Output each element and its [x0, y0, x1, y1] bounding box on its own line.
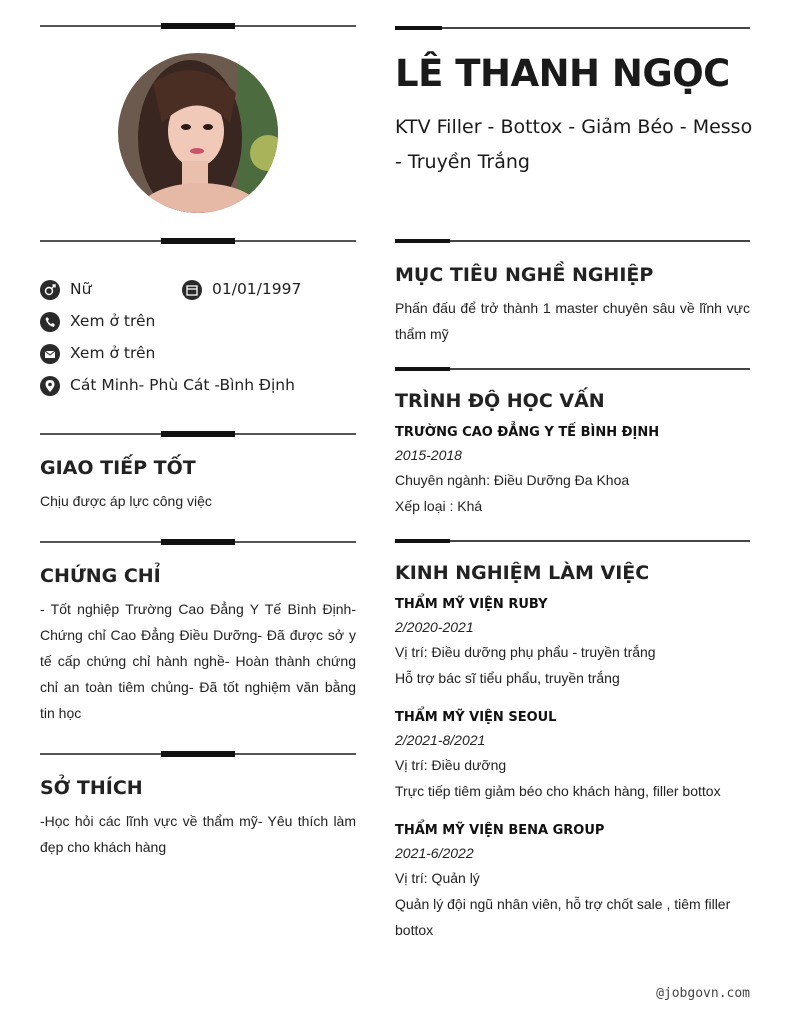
job-position: Vị trí: Điều dưỡng: [395, 757, 507, 773]
education-divider: [395, 368, 750, 370]
location-icon: [40, 376, 60, 396]
birthday-value: 01/01/1997: [212, 280, 302, 298]
job-position: Vị trí: Quản lý: [395, 870, 480, 886]
job-description: Quản lý đội ngũ nhân viên, hỗ trợ chốt sale , tiêm filler bottox: [395, 896, 731, 938]
job-company: THẨM MỸ VIỆN SEOUL: [395, 710, 557, 725]
email-value: Xem ở trên: [70, 344, 156, 362]
certificates-divider: [40, 753, 356, 755]
candidate-name: LÊ THANH NGỌC: [395, 52, 730, 95]
top-left-divider: [40, 25, 356, 27]
job-description: Hỗ trợ bác sĩ tiểu phẩu, truyền trắng: [395, 670, 620, 686]
job-description: Trực tiếp tiêm giảm béo cho khách hàng, filler bottox: [395, 783, 721, 799]
job-period: 2021-6/2022: [395, 845, 474, 861]
hobbies-heading: SỞ THÍCH: [40, 777, 143, 799]
education-period: 2015-2018: [395, 447, 462, 463]
info-divider: [40, 433, 356, 435]
gender-value: Nữ: [70, 280, 92, 298]
communication-heading: GIAO TIẾP TỐT: [40, 457, 196, 479]
job-company: THẨM MỸ VIỆN RUBY: [395, 597, 548, 612]
objective-divider: [395, 240, 750, 242]
footer-watermark: @jobgovn.com: [656, 986, 750, 1001]
objective-heading: MỤC TIÊU NGHỀ NGHIỆP: [395, 264, 654, 286]
communication-text: Chịu được áp lực công việc: [40, 493, 212, 509]
experience-heading: KINH NGHIỆM LÀM VIỆC: [395, 562, 650, 584]
experience-divider: [395, 540, 750, 542]
education-heading: TRÌNH ĐỘ HỌC VẤN: [395, 390, 605, 412]
education-major: Chuyên ngành: Điều Dưỡng Đa Khoa: [395, 472, 630, 488]
top-right-divider: [395, 27, 750, 29]
certificates-heading: CHỨNG CHỈ: [40, 565, 161, 587]
calendar-icon: [182, 280, 202, 300]
email-icon: [40, 344, 60, 364]
education-school: TRƯỜNG CAO ĐẲNG Y TẾ BÌNH ĐỊNH: [395, 425, 660, 440]
job-period: 2/2021-8/2021: [395, 732, 486, 748]
job-company: THẨM MỸ VIỆN BENA GROUP: [395, 823, 605, 838]
phone-icon: [40, 312, 60, 332]
photo-divider: [40, 240, 356, 242]
phone-value: Xem ở trên: [70, 312, 156, 330]
education-rank: Xếp loại : Khá: [395, 498, 483, 514]
gender-icon: [40, 280, 60, 300]
objective-text: Phấn đấu để trở thành 1 master chuyên sâu về lĩnh vực thẩm mỹ: [395, 300, 750, 342]
communication-divider: [40, 541, 356, 543]
profile-photo: [118, 53, 278, 213]
candidate-role: KTV Filler - Bottox - Giảm Béo - Messo - Truyền Trắng: [395, 116, 753, 173]
address-value: Cát Minh- Phù Cát -Bình Định: [70, 376, 295, 394]
job-period: 2/2020-2021: [395, 619, 474, 635]
hobbies-text: -Học hỏi các lĩnh vực về thẩm mỹ- Yêu thích làm đẹp cho khách hàng: [40, 813, 356, 855]
job-position: Vị trí: Điều dưỡng phụ phẩu - truyền trắng: [395, 644, 656, 660]
certificates-text: - Tốt nghiệp Trường Cao Đẳng Y Tế Bình Định- Chứng chỉ Cao Đẳng Điều Dưỡng- Đã được sở y tế cấp chứng chỉ hành nghề- Hoàn thành chứng chỉ an toàn tiêm chủng- Đã tốt nghiệm văn bằng tin học: [40, 601, 356, 721]
